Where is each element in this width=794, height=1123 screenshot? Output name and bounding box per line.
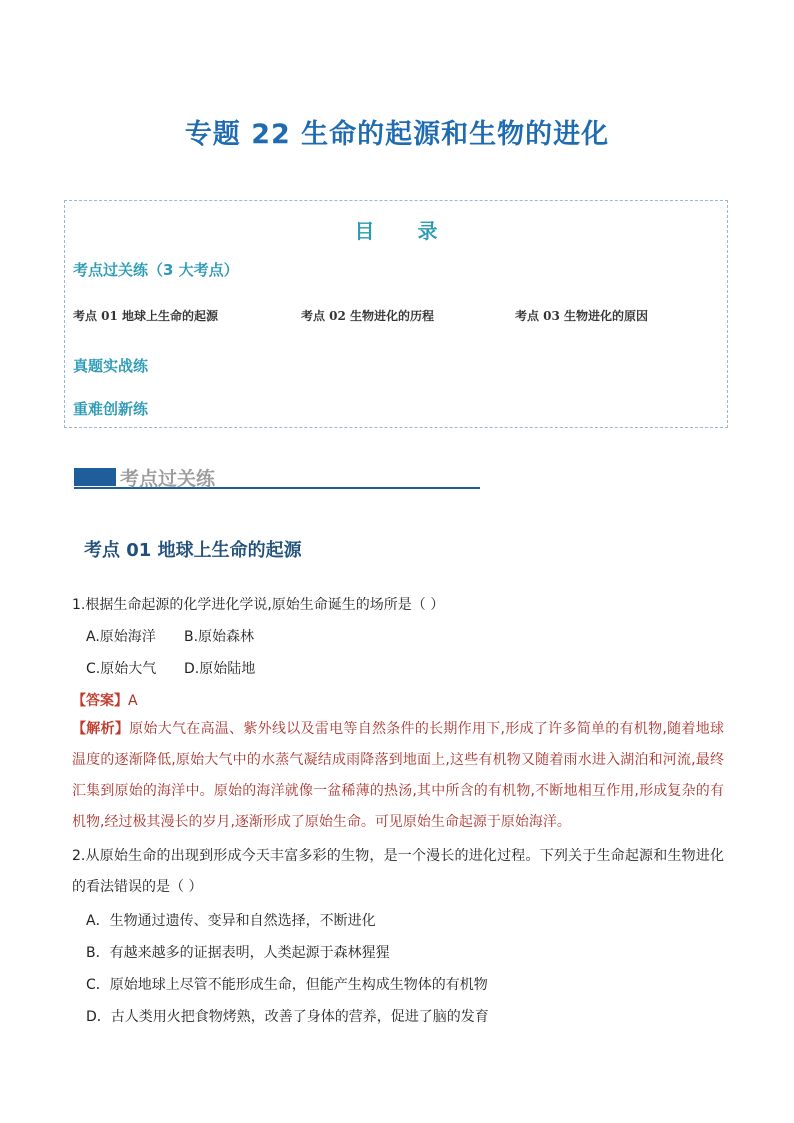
banner-bar	[74, 468, 116, 486]
q1-analysis	[72, 714, 724, 838]
table-of-contents	[64, 200, 728, 428]
analysis-tag: 【解析】	[72, 721, 130, 737]
section-banner	[74, 462, 480, 490]
toc-link-difficult[interactable]: 重难创新练	[73, 400, 149, 418]
question-1-stem: 1.根据生命起源的化学进化学说,原始生命诞生的场所是（ ）	[72, 597, 445, 613]
toc-link-real-exam[interactable]: 真题实战练	[73, 357, 149, 375]
q2-option-b: B．有越来越多的证据表明，人类起源于森林猩猩	[86, 945, 390, 961]
toc-item-point-02[interactable]: 考点 02 生物进化的历程	[301, 309, 435, 323]
q1-answer	[72, 690, 138, 710]
answer-tag: 【答案】	[72, 693, 128, 709]
q2-option-a: A．生物通过遗传、变异和自然选择，不断进化	[86, 913, 376, 929]
q2-option-c: C．原始地球上尽管不能形成生命，但能产生构成生物体的有机物	[86, 977, 488, 993]
toc-item-point-01[interactable]: 考点 01 地球上生命的起源	[73, 309, 219, 323]
section-heading: 考点 01 地球上生命的起源	[84, 540, 302, 561]
toc-item-point-03[interactable]: 考点 03 生物进化的原因	[515, 309, 649, 323]
banner-text: 考点过关练	[120, 468, 216, 490]
page-title: 专题 22 生命的起源和生物的进化	[184, 119, 610, 150]
answer-value: A	[128, 693, 138, 709]
q1-option-a: A.原始海洋	[86, 629, 156, 645]
q1-option-b: B.原始森林	[184, 629, 255, 645]
q1-option-d: D.原始陆地	[184, 661, 256, 677]
toc-link-exam-points[interactable]: 考点过关练（3 大考点）	[73, 261, 239, 279]
analysis-text: 原始大气在高温、紫外线以及雷电等自然条件的长期作用下,形成了许多简单的有机物,随着地球温度的逐渐降低,原始大气中的水蒸气凝结成雨降落到地面上,这些有机物又随着雨水进入湖泊和河流,最终汇集到原始的海洋中。原始的海洋就像一盆稀薄的热汤,其中所含的有机物,不断地相互作用,形成复杂的有机物,经过极其漫长的岁月,逐渐形成了原始生命。可见原始生命起源于原始海洋。	[72, 721, 724, 830]
q2-option-d: D．古人类用火把食物烤熟，改善了身体的营养，促进了脑的发育	[86, 1009, 489, 1025]
question-2-stem: 2.从原始生命的出现到形成今天丰富多彩的生物，是一个漫长的进化过程。下列关于生命起源和生物进化的看法错误的是（ ）	[72, 848, 724, 895]
q1-option-c: C.原始大气	[86, 661, 157, 677]
toc-heading: 目 录	[354, 219, 456, 243]
